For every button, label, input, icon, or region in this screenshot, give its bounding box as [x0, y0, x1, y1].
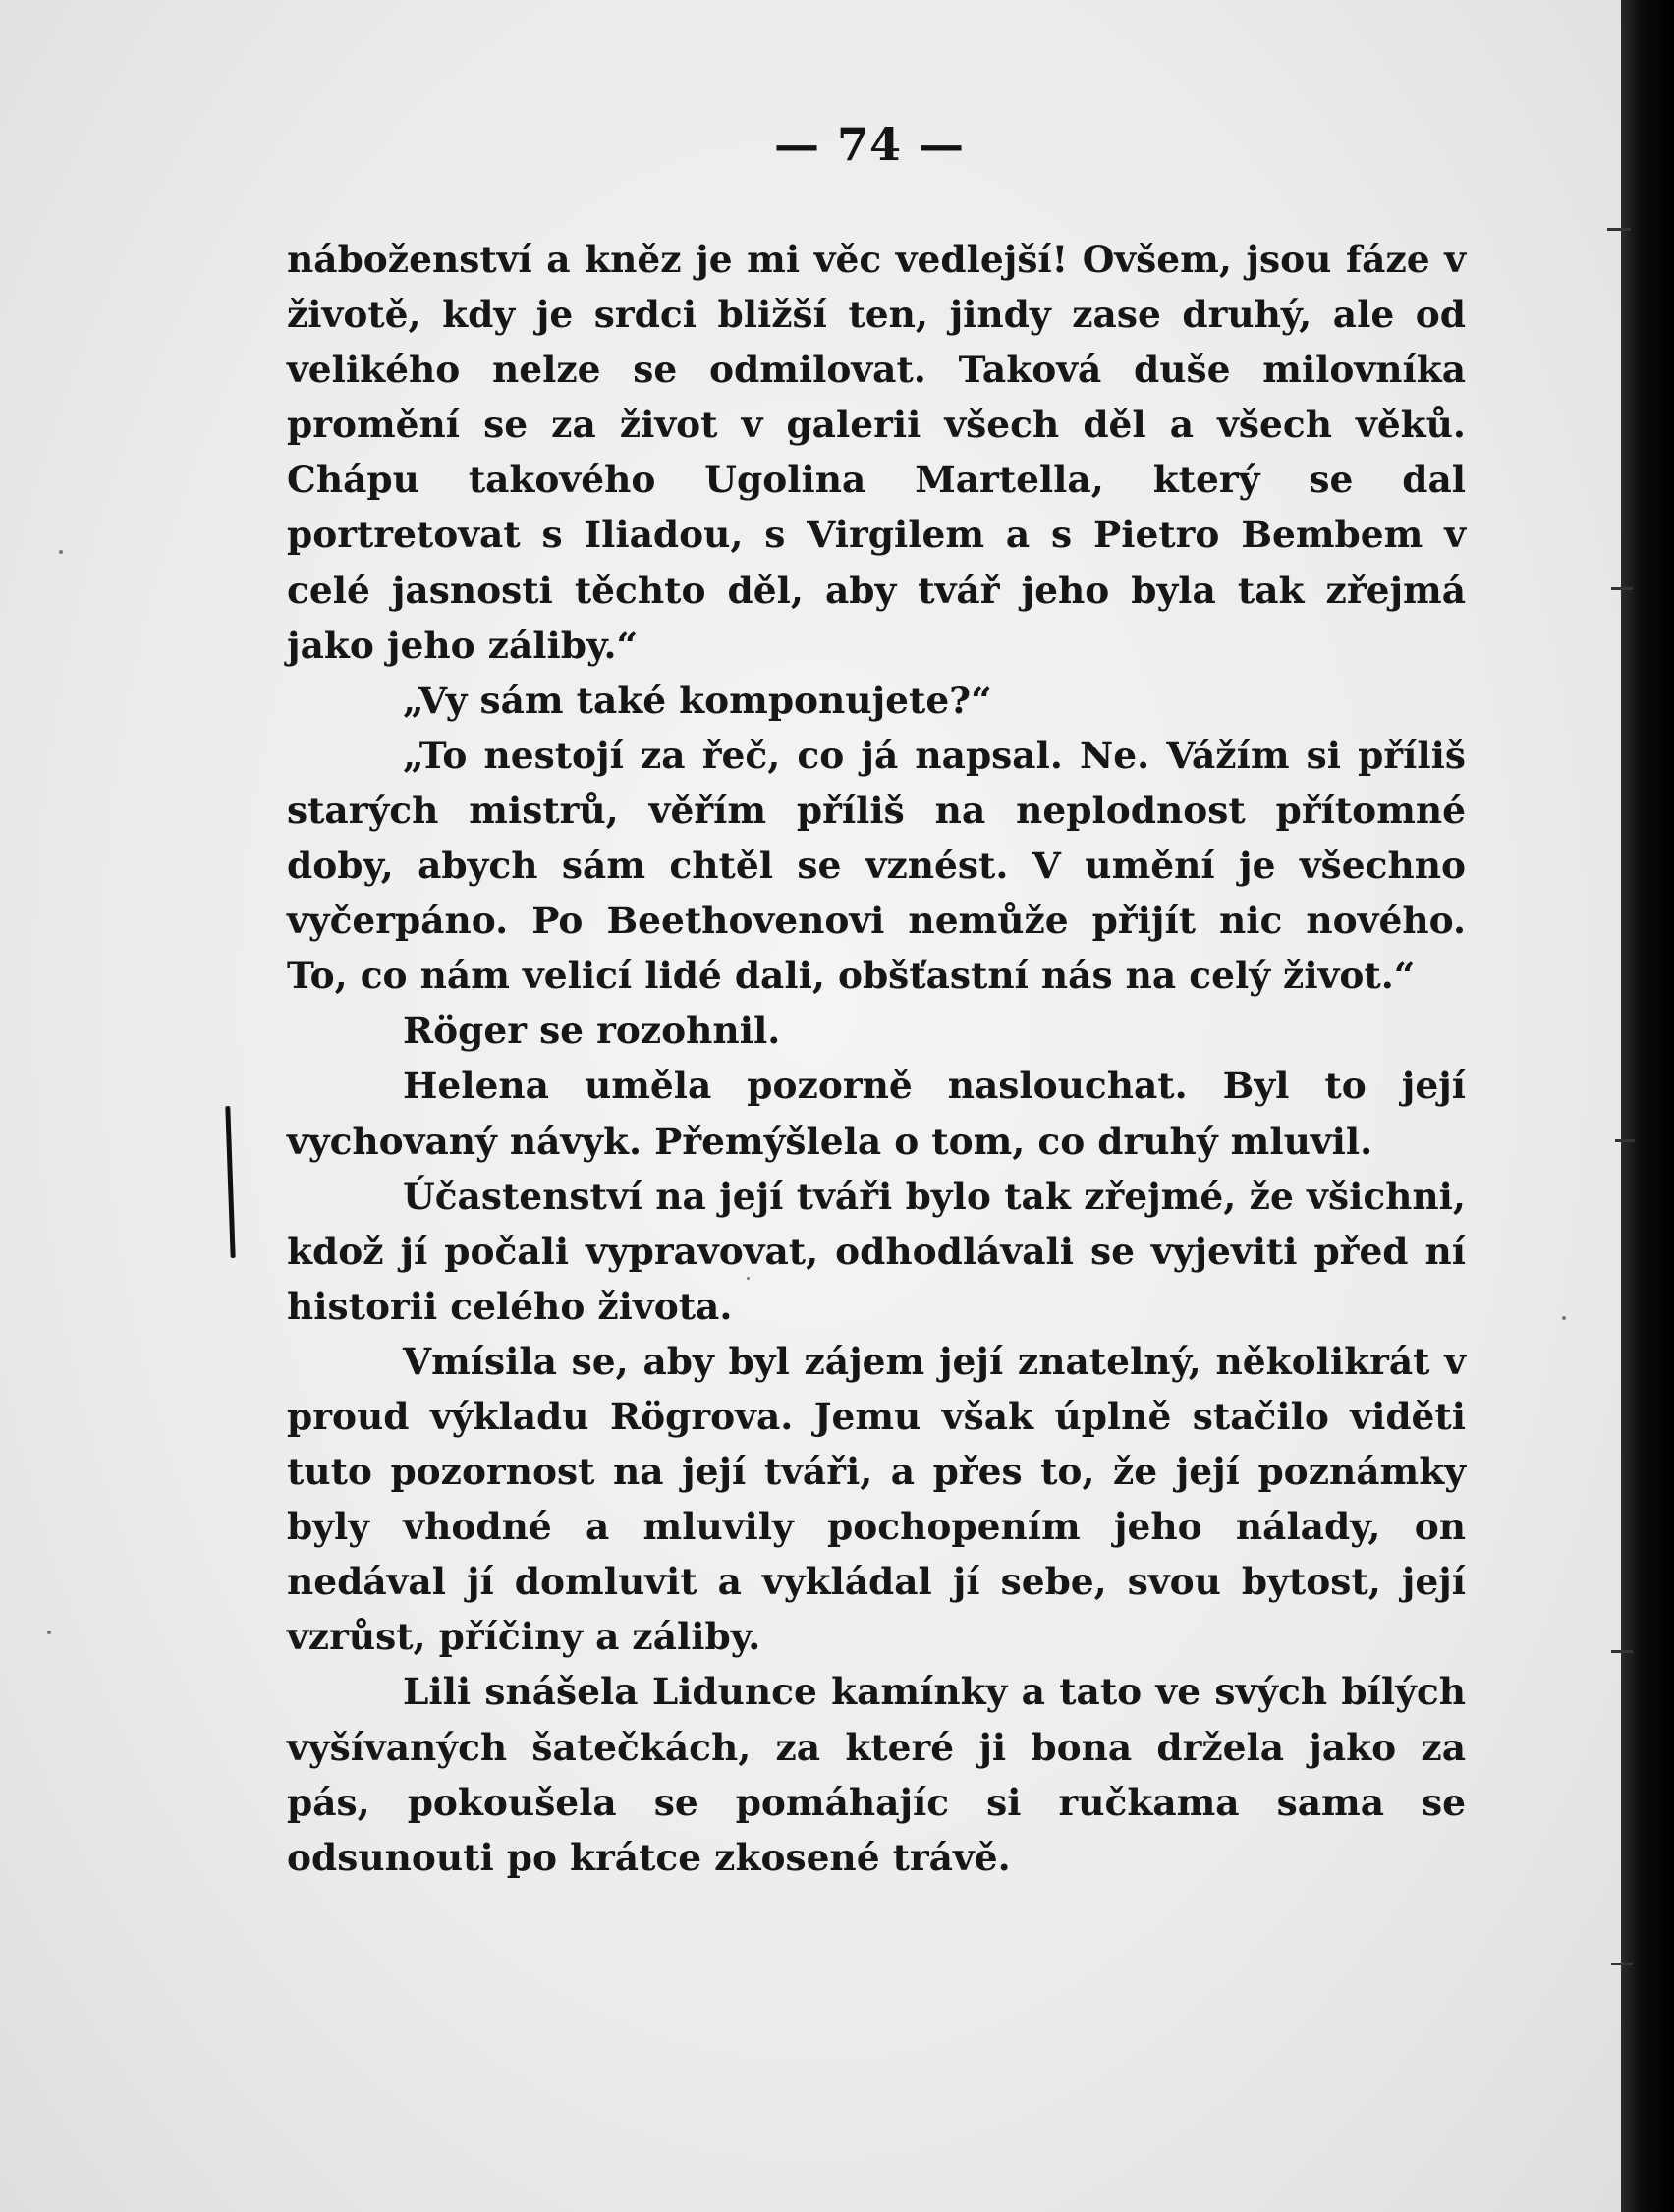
edge-tick: [1611, 1963, 1633, 1965]
paragraph: „Vy sám také komponujete?“: [403, 678, 992, 722]
paragraph: Lili snášela Lidunce kamínky a tato ve svých bílých vyšívaných šatečkách, za které ji bona držela jako za pás, pokoušela se pomáhajíc si ručkama sama se odsunouti po krátce zkosené trávě.: [287, 1670, 1466, 1879]
edge-tick: [1611, 587, 1633, 590]
paper-speck: [747, 1277, 750, 1280]
paper-speck: [1562, 1316, 1566, 1320]
paragraph: „To nestojí za řeč, co já napsal. Ne. Vážím si příliš starých mistrů, věřím příliš na neplodnost přítomné doby, abych sám chtěl se vznést. V umění je všechno vyčerpáno. Po Beethovenovi nemůže přijít nic nového. To, co nám velicí lidé dali, obšťastní nás na celý život.“: [287, 733, 1466, 998]
edge-tick: [1611, 1650, 1633, 1653]
body-text: [287, 232, 1466, 1885]
edge-tick: [1607, 228, 1631, 231]
paper-speck: [59, 550, 63, 554]
page-number: — 74 —: [773, 118, 966, 171]
paragraph: Účastenství na její tváři bylo tak zřejmé, že všichni, kdož jí počali vypravovat, odhodlávali se vyjeviti před ní historii celého života.: [287, 1174, 1466, 1328]
edge-tick: [1615, 1139, 1635, 1142]
paragraph: náboženství a kněz je mi věc vedlejší! Ovšem, jsou fáze v životě, kdy je srdci bližší ten, jindy zase druhý, ale od velikého nelze se odmilovat. Taková duše milovníka promění se za život v galerii všech děl a všech věků. Chápu takového Ugolina Martella, který se dal portretovat s Iliadou, s Virgilem a s Pietro Bembem v celé jasnosti těchto děl, aby tvář jeho byla tak zřejmá jako jeho záliby.“: [287, 238, 1466, 667]
paragraph: Vmísila se, aby byl zájem její znatelný, několikrát v proud výkladu Rögrova. Jemu však úplně stačilo viděti tuto pozornost na její tváři, a přes to, že její poznámky byly vhodné a mluvily pochopením jeho nálady, on nedával jí domluvit a vykládal jí sebe, svou bytost, její vzrůst, příčiny a záliby.: [287, 1339, 1466, 1659]
paragraph: Röger se rozohnil.: [403, 1009, 781, 1053]
paper-speck: [47, 1631, 51, 1634]
margin-pencil-mark: [225, 1106, 235, 1258]
paragraph: Helena uměla pozorně naslouchat. Byl to její vychovaný návyk. Přemýšlela o tom, co druhý mluvil.: [287, 1064, 1466, 1163]
binding-shadow: [1621, 0, 1674, 2212]
